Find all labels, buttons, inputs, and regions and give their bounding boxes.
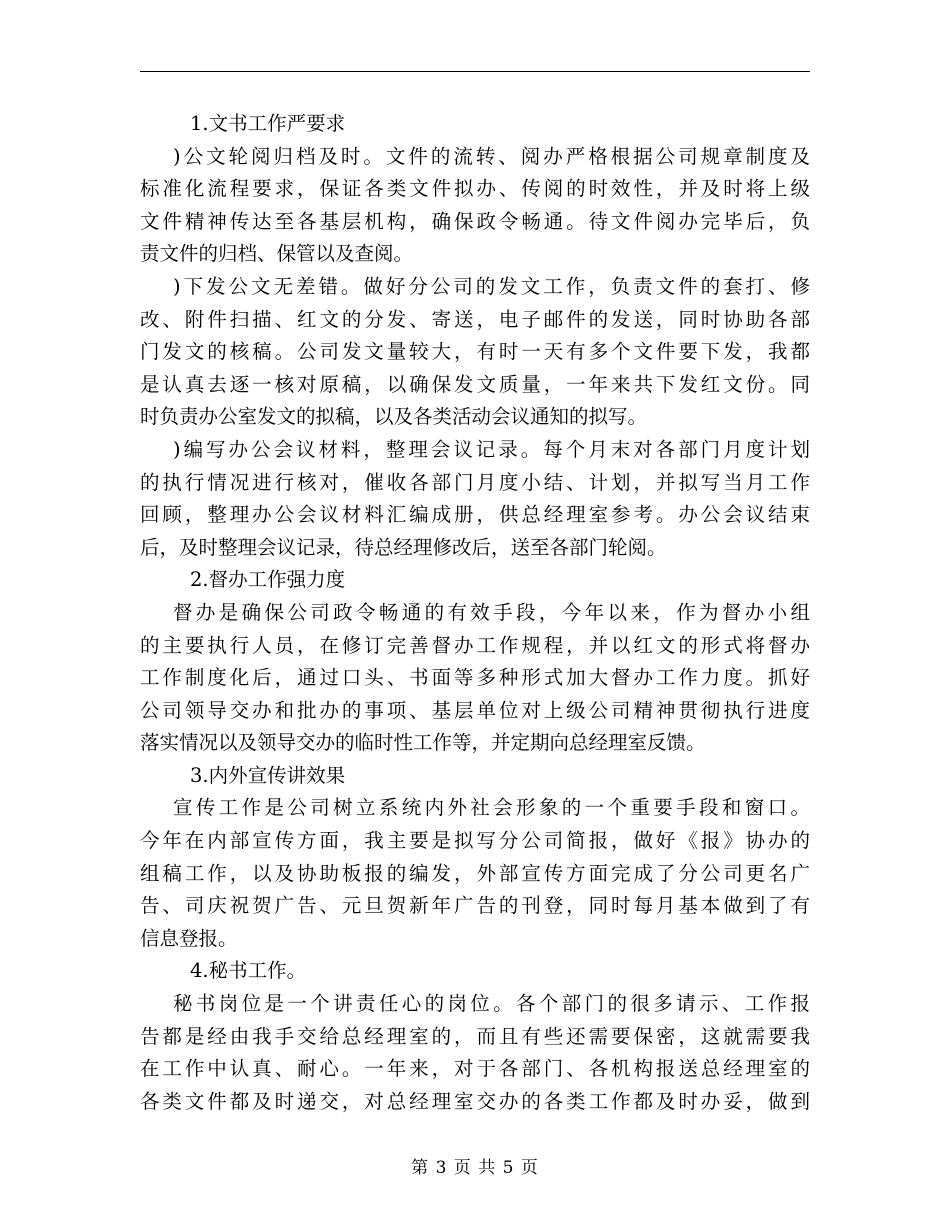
paragraph-line: 告、司庆祝贺广告、元旦贺新年广告的刊登，同时每月基本做到了有: [140, 894, 810, 918]
paragraph-line: 公司领导交办和批办的事项、基层单位对上级公司精神贯彻执行进度: [140, 698, 810, 722]
paragraph-line: )公文轮阅归档及时。文件的流转、阅办严格根据公司规章制度及: [173, 144, 810, 168]
paragraph-line: 的主要执行人员，在修订完善督办工作规程，并以红文的形式将督办: [140, 633, 810, 657]
paragraph-line: 门发文的核稿。公司发文量较大，有时一天有多个文件要下发，我都: [140, 340, 810, 364]
paragraph-line: 告都是经由我手交给总经理室的，而且有些还需要保密，这就需要我: [140, 1024, 810, 1048]
paragraph-line: 秘书岗位是一个讲责任心的岗位。各个部门的很多请示、工作报: [173, 992, 810, 1016]
paragraph-line: 是认真去逐一核对原稿，以确保发文质量，一年来共下发红文份。同: [140, 372, 810, 396]
paragraph-line: 责文件的归档、保管以及查阅。: [140, 242, 414, 266]
paragraph-line: 宣传工作是公司树立系统内外社会形象的一个重要手段和窗口。: [173, 796, 810, 820]
section-heading-2: 2.督办工作强力度: [190, 568, 346, 592]
paragraph-line: 组稿工作，以及协助板报的编发，外部宣传方面完成了分公司更名广: [140, 861, 810, 885]
section-heading-4: 4.秘书工作。: [190, 959, 307, 983]
paragraph-line: 在工作中认真、耐心。一年来，对于各部门、各机构报送总经理室的: [140, 1057, 810, 1081]
paragraph-line: )编写办公会议材料，整理会议记录。每个月末对各部门月度计划: [173, 437, 810, 461]
paragraph-line: 后，及时整理会议记录，待总经理修改后，送至各部门轮阅。: [140, 535, 667, 559]
section-heading-3: 3.内外宣传讲效果: [190, 763, 346, 787]
paragraph-line: )下发公文无差错。做好分公司的发文工作，负责文件的套打、修: [173, 274, 810, 298]
paragraph-line: 标准化流程要求，保证各类文件拟办、传阅的时效性，并及时将上级: [140, 177, 810, 201]
paragraph-line: 信息登报。: [140, 926, 238, 950]
page-number-footer: 第 3 页 共 5 页: [411, 1158, 539, 1178]
paragraph-line: 今年在内部宣传方面，我主要是拟写分公司简报，做好《报》协办的: [140, 829, 810, 853]
paragraph-line: 回顾，整理办公会议材料汇编成册，供总经理室参考。办公会议结束: [140, 503, 810, 527]
paragraph-line: 文件精神传达至各基层机构，确保政令畅通。待文件阅办完毕后，负: [140, 209, 810, 233]
document-body: [140, 108, 810, 1118]
paragraph-line: 各类文件都及时递交，对总经理室交办的各类工作都及时办妥，做到: [140, 1089, 810, 1113]
paragraph-line: 督办是确保公司政令畅通的有效手段，今年以来，作为督办小组: [173, 600, 810, 624]
paragraph-line: 工作制度化后，通过口头、书面等多种形式加大督办工作力度。抓好: [140, 666, 810, 690]
header-rule: [140, 71, 810, 72]
section-heading-1: 1.文书工作严要求: [190, 112, 346, 135]
paragraph-line: 改、附件扫描、红文的分发、寄送，电子邮件的发送，同时协助各部: [140, 307, 810, 331]
paragraph-line: 时负责办公室发文的拟稿，以及各类活动会议通知的拟写。: [140, 405, 648, 429]
paragraph-line: 的执行情况进行核对，催收各部门月度小结、计划，并拟写当月工作: [140, 470, 810, 494]
paragraph-line: 落实情况以及领导交办的临时性工作等，并定期向总经理室反馈。: [140, 731, 706, 755]
